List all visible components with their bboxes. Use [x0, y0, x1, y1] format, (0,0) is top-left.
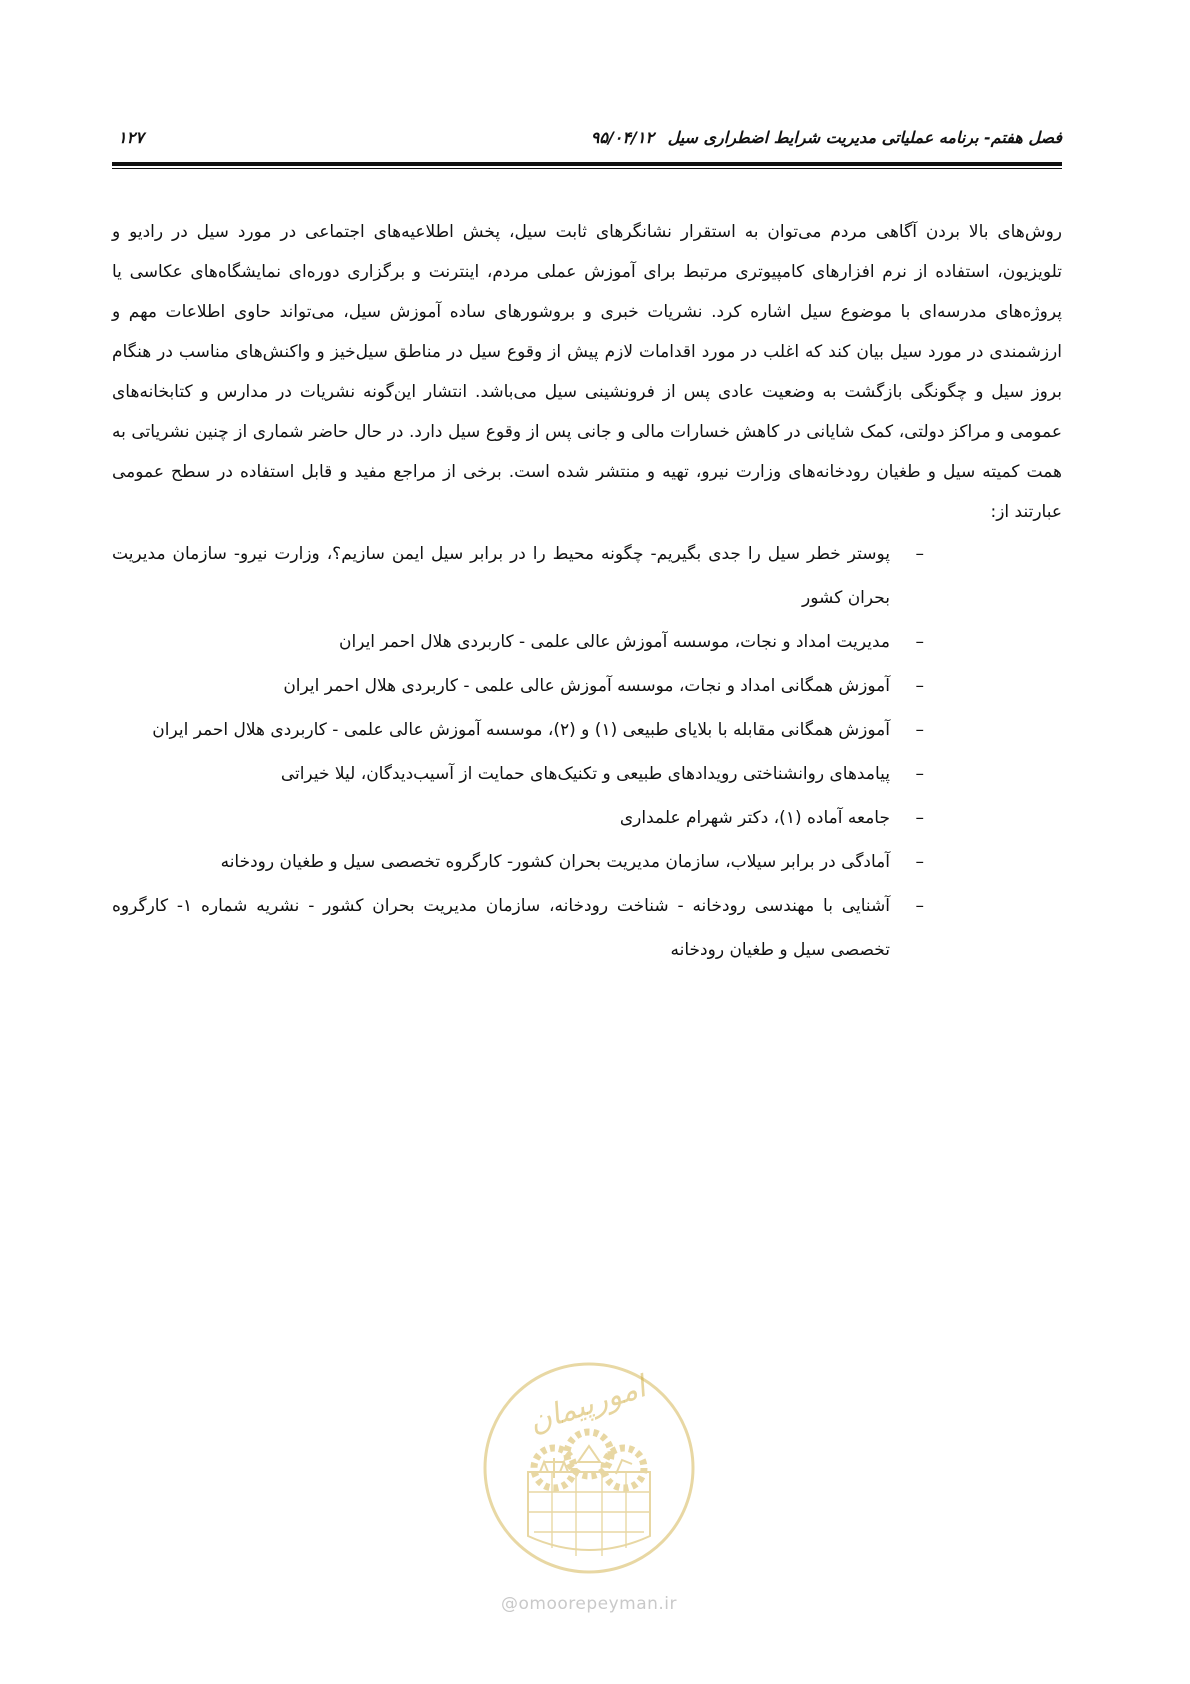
list-item: [112, 796, 1062, 840]
header-rule-thick: [112, 162, 1062, 166]
reference-text: پوستر خطر سیل را جدی بگیریم- چگونه محیط را در برابر سیل ایمن سازیم؟، وزارت نیرو- سازمان مدیریت بحران کشور: [112, 544, 890, 608]
logo-script: امورپیمان: [524, 1369, 650, 1441]
reference-text: آشنایی با مهندسی رودخانه - شناخت رودخانه، سازمان مدیریت بحران کشور - نشریه شماره ۱- کارگروه تخصصی سیل و طغیان رودخانه: [112, 896, 890, 960]
list-item: [112, 840, 1062, 884]
bullet-dash: –: [915, 632, 924, 652]
reference-text: آمادگی در برابر سیلاب، سازمان مدیریت بحران کشور- کارگروه تخصصی سیل و طغیان رودخانه: [220, 852, 890, 872]
reference-list: [112, 532, 1062, 972]
watermark: [478, 1350, 700, 1640]
reference-text: آموزش همگانی مقابله با بلایای طبیعی (۱) و (۲)، موسسه آموزش عالی علمی - کاربردی هلال احمر ایران: [152, 720, 890, 740]
header-date: ۹۵/۰۴/۱۲: [590, 128, 654, 147]
reference-text: جامعه آماده (۱)، دکتر شهرام علمداری: [619, 808, 890, 828]
list-item: [112, 752, 1062, 796]
page-number: ۱۲۷: [118, 128, 144, 147]
header-rule-thin: [112, 168, 1062, 169]
bullet-dash: –: [915, 852, 924, 872]
page-header: [112, 128, 1062, 162]
watermark-url: @omoorepeyman.ir: [500, 1594, 678, 1614]
body-paragraph: روش‌های بالا بردن آگاهی مردم می‌توان به استقرار نشانگرهای ثابت سیل، پخش اطلاعیه‌های اجتماعی در مورد سیل در رادیو و تلویزیون، استفاده از نرم افزارهای کامپیوتری مرتبط برای آموزش عملی مردم، اینترنت و برگزاری دوره‌ای نمایشگاه‌های عکاسی یا پروژه‌های مدرسه‌ای با موضوع سیل اشاره کرد. نشریات خبری و بروشورهای ساده آموزش سیل، می‌تواند حاوی اطلاعات مهم و ارزشمندی در مورد سیل بیان کند که اغلب در مورد اقدامات لازم پیش از وقوع سیل در مناطق سیل‌خیز و واکنش‌های مناسب در هنگام بروز سیل و چگونگی بازگشت به وضعیت عادی پس از فرونشینی سیل می‌باشد. انتشار این‌گونه نشریات در مدارس و کتابخانه‌های عمومی و مراکز دولتی، کمک شایانی در کاهش خسارات مالی و جانی پس از وقوع سیل دارد. در حال حاضر شماری از چنین نشریاتی به همت کمیته سیل و طغیان رودخانه‌های وزارت نیرو، تهیه و منتشر شده است. برخی از مراجع مفید و قابل استفاده در سطح عمومی عبارتند از:: [112, 222, 1062, 522]
list-item: [112, 708, 1062, 752]
list-item: [112, 620, 1062, 664]
reference-text: آموزش همگانی امداد و نجات، موسسه آموزش عالی علمی - کاربردی هلال احمر ایران: [283, 676, 890, 696]
list-item: [112, 532, 1062, 620]
page-content: [112, 212, 1062, 972]
chapter-title: فصل هفتم- برنامه عملیاتی مدیریت شرایط اضطراری سیل: [667, 128, 1062, 147]
bullet-dash: –: [915, 676, 924, 696]
bullet-dash: –: [915, 764, 924, 784]
logo-script-layer: [478, 1350, 700, 1586]
bullet-dash: –: [915, 720, 924, 740]
list-item: [112, 884, 1062, 972]
reference-text: مدیریت امداد و نجات، موسسه آموزش عالی علمی - کاربردی هلال احمر ایران: [338, 632, 890, 652]
bullet-dash: –: [915, 896, 924, 916]
reference-text: پیامدهای روانشناختی رویدادهای طبیعی و تکنیک‌های حمایت از آسیب‌دیدگان، لیلا خیراتی: [280, 764, 890, 784]
list-item: [112, 664, 1062, 708]
bullet-dash: –: [915, 808, 924, 828]
bullet-dash: –: [915, 544, 924, 564]
